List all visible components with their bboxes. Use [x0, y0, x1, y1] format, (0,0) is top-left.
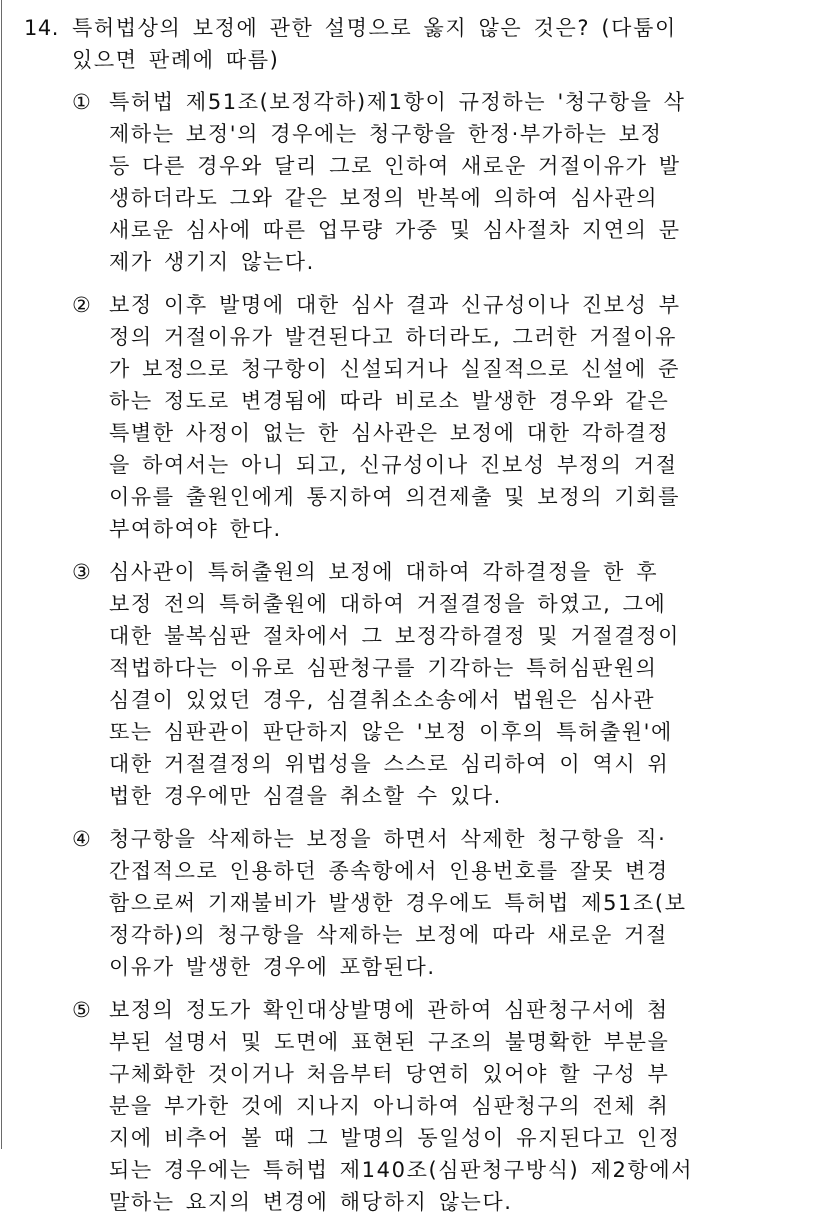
answer-option-5[interactable] — [72, 994, 814, 1218]
question-stem-line: 있으면 판례에 따름) — [72, 48, 280, 72]
option-text-line: 보정의 정도가 확인대상발명에 관하여 심판청구서에 첨 — [109, 998, 669, 1022]
answer-option-3[interactable] — [72, 556, 814, 812]
option-text-line: 심사관이 특허출원의 보정에 대하여 각하결정을 한 후 — [109, 560, 659, 584]
option-text-line: 제가 생기지 않는다. — [109, 250, 315, 274]
question-block — [24, 12, 814, 1229]
answer-option-4[interactable] — [72, 823, 814, 983]
option-text-line: 부된 설명서 및 도면에 표현된 구조의 불명확한 부분을 — [109, 1030, 670, 1054]
option-text-line: 이유를 출원인에게 통지하여 의견제출 및 보정의 기회를 — [109, 485, 681, 509]
option-text-line: 대한 불복심판 절차에서 그 보정각하결정 및 거절결정이 — [109, 624, 681, 648]
answer-option-1[interactable] — [72, 86, 814, 278]
question-stem — [24, 12, 814, 76]
left-border-rule — [1, 0, 2, 1149]
option-text-line: 청구항을 삭제하는 보정을 하면서 삭제한 청구항을 직· — [109, 827, 667, 851]
option-marker-1: ① — [72, 90, 91, 114]
option-text-line: 생하더라도 그와 같은 보정의 반복에 의하여 심사관의 — [109, 186, 659, 210]
option-text-line: 대한 거절결정의 위법성을 스스로 심리하여 이 역시 위 — [109, 752, 670, 776]
option-text-line: 등 다른 경우와 달리 그로 인하여 새로운 거절이유가 발 — [109, 154, 681, 178]
option-text-line: 되는 경우에는 특허법 제140조(심판청구방식) 제2항에서 — [109, 1158, 694, 1182]
option-text-line: 정각하)의 청구항을 삭제하는 보정에 따라 새로운 거절 — [109, 923, 668, 947]
option-text-line: 부여하여야 한다. — [109, 517, 282, 541]
option-text-line: 함으로써 기재불비가 발생한 경우에도 특허법 제51조(보 — [109, 891, 687, 915]
answer-option-2[interactable] — [72, 289, 814, 545]
option-text-line: 특허법 제51조(보정각하)제1항이 규정하는 '청구항을 삭 — [109, 90, 686, 114]
option-text-line: 특별한 사정이 없는 한 심사관은 보정에 대한 각하결정 — [109, 421, 670, 445]
option-marker-4: ④ — [72, 827, 91, 851]
option-text-line: 간접적으로 인용하던 종속항에서 인용번호를 잘못 변경 — [109, 859, 669, 883]
question-stem-line: 특허법상의 보정에 관한 설명으로 옳지 않은 것은? (다툼이 — [72, 16, 677, 40]
option-text-line: 분을 부가한 것에 지나지 아니하여 심판청구의 전체 취 — [109, 1094, 670, 1118]
answer-options — [24, 86, 814, 1218]
option-marker-3: ③ — [72, 560, 91, 584]
option-text-line: 적법하다는 이유로 심판청구를 기각하는 특허심판원의 — [109, 656, 658, 680]
question-number: 14. — [24, 16, 59, 40]
option-text-line: 보정 전의 특허출원에 대하여 거절결정을 하였고, 그에 — [109, 592, 667, 616]
option-text-line: 심결이 있었던 경우, 심결취소소송에서 법원은 심사관 — [109, 688, 656, 712]
option-text-line: 하는 정도로 변경됨에 따라 비로소 발생한 경우와 같은 — [109, 389, 670, 413]
option-text-line: 가 보정으로 청구항이 신설되거나 실질적으로 신설에 준 — [109, 357, 681, 381]
option-marker-5: ⑤ — [72, 998, 91, 1022]
option-text-line: 보정 이후 발명에 대한 심사 결과 신규성이나 진보성 부 — [109, 293, 681, 317]
option-text-line: 구체화한 것이거나 처음부터 당연히 있어야 할 구성 부 — [109, 1062, 670, 1086]
option-text-line: 을 하여서는 아니 되고, 신규성이나 진보성 부정의 거절 — [109, 453, 678, 477]
option-text-line: 말하는 요지의 변경에 해당하지 않는다. — [109, 1190, 513, 1214]
option-text-line: 또는 심판관이 판단하지 않은 '보정 이후의 특허출원'에 — [109, 720, 673, 744]
option-text-line: 지에 비추어 볼 때 그 발명의 동일성이 유지된다고 인정 — [109, 1126, 681, 1150]
option-text-line: 제하는 보정'의 경우에는 청구항을 한정·부가하는 보정 — [109, 122, 663, 146]
option-text-line: 새로운 심사에 따른 업무량 가중 및 심사절차 지연의 문 — [109, 218, 681, 242]
option-text-line: 법한 경우에만 심결을 취소할 수 있다. — [109, 784, 502, 808]
option-text-line: 정의 거절이유가 발견된다고 하더라도, 그러한 거절이유 — [109, 325, 678, 349]
option-marker-2: ② — [72, 293, 91, 317]
option-text-line: 이유가 발생한 경우에 포함된다. — [109, 955, 436, 979]
